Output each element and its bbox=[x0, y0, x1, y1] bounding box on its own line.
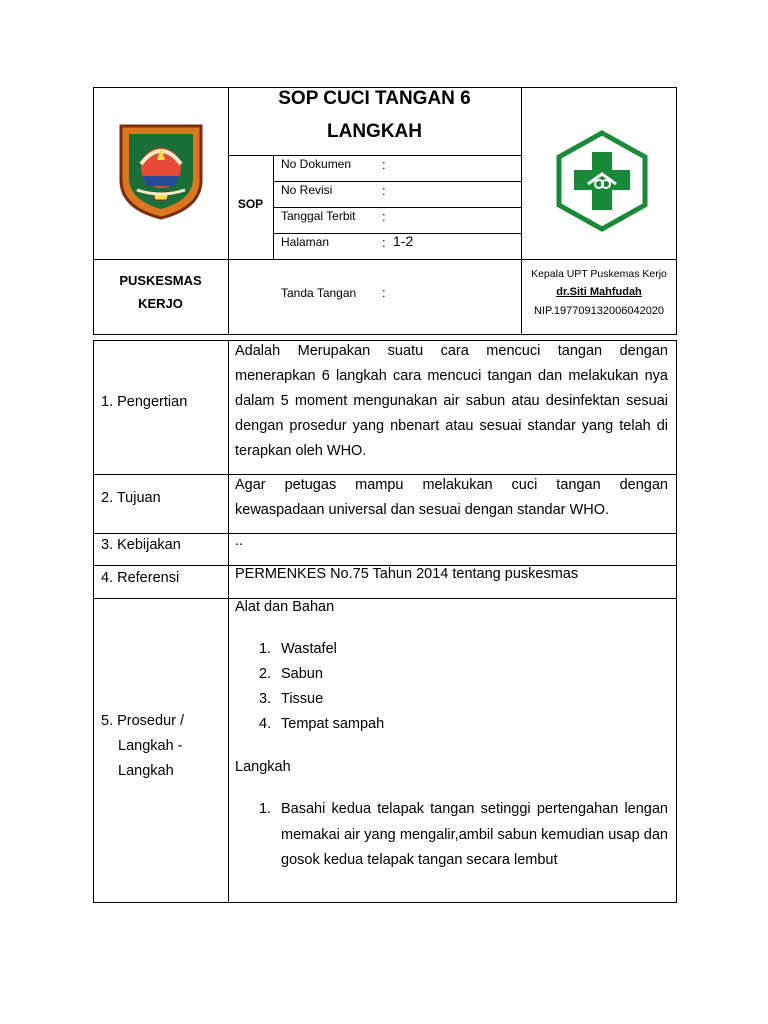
section-pengertian-text: Adalah Merupakan suatu cara mencuci tangan dengan menerapkan 6 langkah cara mencuci tangan dan melakukan nya dalam 5 moment mengunakan air sabun atau desinfektan sesuai dengan prosedur yang nbenart atau sesuai standar yang telah di terapkan oleh WHO. bbox=[235, 343, 668, 459]
regency-emblem-icon bbox=[117, 120, 205, 222]
document-title-line1: SOP CUCI TANGAN 6 bbox=[278, 88, 471, 109]
header-divider bbox=[273, 181, 521, 182]
header-divider bbox=[93, 259, 677, 260]
section-kebijakan-text: .. bbox=[235, 533, 244, 549]
org-name-line1: PUSKESMAS bbox=[119, 273, 202, 288]
puskesmas-logo-icon bbox=[554, 130, 650, 232]
signature-label: Tanda Tangan bbox=[281, 286, 357, 300]
section-pengertian-label: 1. Pengertian bbox=[101, 394, 188, 410]
list-item-text: Wastafel bbox=[281, 641, 337, 657]
content-divider bbox=[228, 340, 229, 903]
header-divider bbox=[273, 207, 521, 208]
field-tanggal-terbit-colon: : bbox=[382, 209, 386, 224]
list-item-number: 3. bbox=[259, 691, 272, 707]
section-prosedur-label-line1: 5. Prosedur / bbox=[101, 713, 185, 729]
list-item bbox=[235, 666, 668, 691]
head-nip: NIP.197709132006042020 bbox=[533, 305, 665, 317]
head-name: dr.Siti Mahfudah bbox=[556, 286, 642, 298]
field-halaman-colon: : bbox=[382, 235, 386, 250]
section-referensi-text: PERMENKES No.75 Tahun 2014 tentang puskesmas bbox=[235, 566, 579, 582]
section-kebijakan-label: 3. Kebijakan bbox=[101, 537, 181, 553]
list-item bbox=[235, 716, 668, 741]
field-no-dokumen-label: No Dokumen bbox=[281, 157, 352, 171]
list-item-number: 1. bbox=[259, 641, 272, 657]
section-prosedur-label-line3: Langkah bbox=[118, 763, 174, 779]
list-item-number: 4. bbox=[259, 716, 272, 732]
alat-bahan-title: Alat dan Bahan bbox=[235, 599, 335, 615]
field-halaman-value: 1-2 bbox=[393, 233, 414, 249]
sop-label: SOP bbox=[237, 197, 264, 211]
list-item bbox=[235, 797, 668, 874]
signature-colon: : bbox=[382, 285, 386, 300]
langkah-list bbox=[235, 797, 668, 874]
document-title-line2: LANGKAH bbox=[327, 121, 422, 142]
alat-bahan-list bbox=[235, 641, 668, 741]
list-item bbox=[235, 641, 668, 666]
content-divider bbox=[93, 533, 677, 534]
field-no-revisi-colon: : bbox=[382, 183, 386, 198]
section-tujuan-label: 2. Tujuan bbox=[101, 490, 161, 506]
list-item-text: Sabun bbox=[281, 666, 323, 682]
section-referensi-label: 4. Referensi bbox=[101, 570, 180, 586]
list-item-number: 1. bbox=[259, 801, 272, 817]
field-tanggal-terbit-label: Tanggal Terbit bbox=[281, 209, 356, 223]
list-item-text: Tissue bbox=[281, 691, 324, 707]
header-divider bbox=[228, 155, 521, 156]
list-item bbox=[235, 691, 668, 716]
section-tujuan-text: Agar petugas mampu melakukan cuci tangan dengan kewaspadaan universal dan sesuai dengan standar WHO. bbox=[235, 477, 668, 518]
langkah-title: Langkah bbox=[235, 759, 291, 775]
section-prosedur-label-line2: Langkah - bbox=[118, 738, 183, 754]
field-no-dokumen-colon: : bbox=[382, 157, 386, 172]
list-item-text: Basahi kedua telapak tangan setinggi pertengahan lengan memakai air yang mengalir,ambil sabun kemudian usap dan gosok kedua telapak tangan secara lembut bbox=[281, 801, 668, 868]
list-item-text: Tempat sampah bbox=[281, 716, 385, 732]
org-name-line2: KERJO bbox=[138, 296, 183, 311]
content-divider bbox=[93, 598, 677, 599]
field-no-revisi-label: No Revisi bbox=[281, 183, 333, 197]
field-halaman-label: Halaman bbox=[281, 235, 330, 249]
list-item-number: 2. bbox=[259, 666, 272, 682]
head-title: Kepala UPT Puskemas Kerjo bbox=[531, 268, 667, 280]
